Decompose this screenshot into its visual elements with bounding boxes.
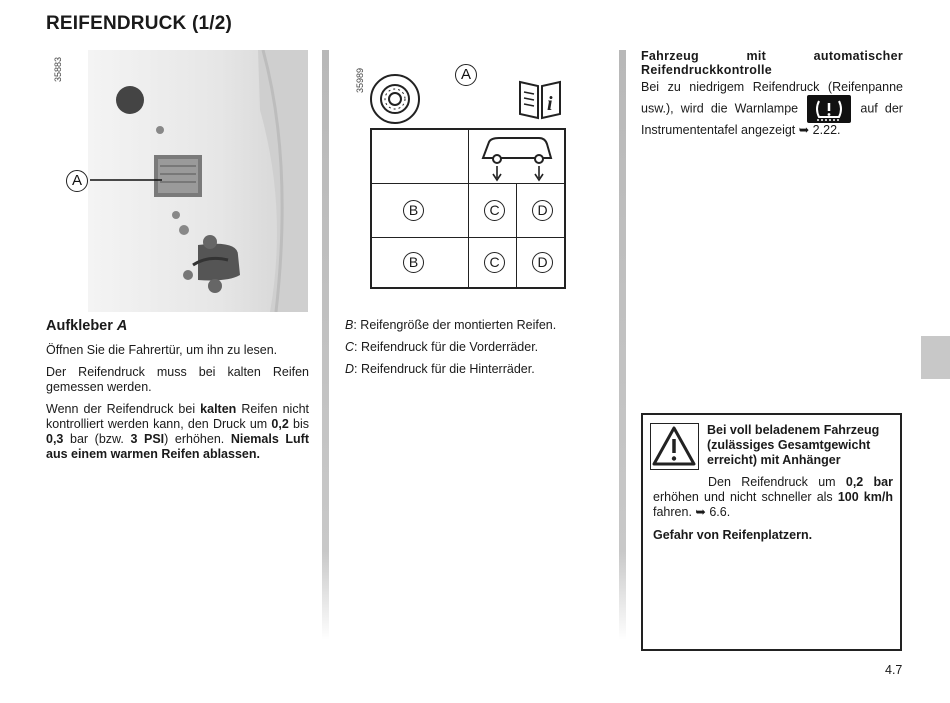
- svg-text:i: i: [547, 93, 553, 115]
- manual-book-icon: [516, 76, 564, 120]
- grid-cell-empty: [372, 130, 469, 184]
- column-divider-right: [619, 50, 626, 640]
- label-legend: [345, 318, 556, 384]
- callout-a-left: A: [66, 170, 88, 192]
- letter-d: D: [532, 252, 553, 273]
- grid-cell-b1: [372, 184, 469, 238]
- tpms-symbol-icon: [807, 95, 851, 123]
- figure-number-middle: 35989: [355, 67, 365, 93]
- heading-italic-letter: A: [116, 318, 128, 334]
- warning-body: Den Reifendruck um 0,2 bar erhöhen und nicht schneller als 100 km/h fahren. ➥ 6.6.: [653, 475, 893, 519]
- grid-cell-c2: [469, 238, 517, 289]
- grid-cell-c1: [469, 184, 517, 238]
- letter-b: B: [403, 252, 424, 273]
- grid-cell-d2: [517, 238, 566, 289]
- warning-icon: [650, 423, 699, 470]
- letter-c: C: [484, 252, 505, 273]
- tyre-icon: [368, 72, 422, 126]
- grid-cell-vehicle: [469, 130, 566, 184]
- tpms-text: Bei zu niedrigem Reifendruck (Reifenpanne usw.), wird die Warnlampe auf der Instrumententafel angezeigt ➥ 2.22.: [641, 80, 903, 137]
- legend-item-d: D: Reifendruck für die Hinterräder.: [345, 362, 535, 376]
- heading-prefix: Aufkleber: [46, 318, 117, 334]
- tyre-label-grid: [370, 128, 566, 289]
- tyre-pressure-warning-lamp-icon: [807, 95, 851, 123]
- vehicle-icon: [469, 130, 566, 184]
- letter-b: B: [403, 200, 424, 221]
- warning-box: [641, 413, 902, 651]
- grid-cell-d1: [517, 184, 566, 238]
- legend-item-c: C: Reifendruck für die Vorderräder.: [345, 340, 539, 354]
- legend-item-b: B: Reifengröße der montierten Reifen.: [345, 318, 557, 332]
- paragraph-cold-tyres: Der Reifendruck muss bei kalten Reifen gemessen werden.: [46, 365, 309, 394]
- paragraph-open-door: Öffnen Sie die Fahrertür, um ihn zu lesen.: [46, 343, 278, 357]
- chapter-tab: [921, 336, 950, 379]
- tpms-heading: Fahrzeug mit automatischer Reifendruckkontrolle: [641, 49, 903, 77]
- figure-number-left: 35883: [53, 56, 63, 82]
- column-divider-left: [322, 50, 329, 640]
- paragraph-pressure-adjust: Wenn der Reifendruck bei kalten Reifen nicht kontrolliert werden kann, den Druck um 0,2 bis 0,3 bar (bzw. 3 PSI) erhöhen. Niemals Luft aus einem warmen Reifen ablassen.: [46, 402, 310, 461]
- callout-leader-line: [80, 160, 170, 200]
- section-heading-sticker: [46, 318, 127, 334]
- left-body-text: [46, 343, 309, 469]
- callout-a-middle: A: [455, 64, 477, 86]
- warning-footer: Gefahr von Reifenplatzern.: [653, 528, 813, 542]
- warning-triangle-icon: [651, 424, 697, 468]
- letter-d: D: [532, 200, 553, 221]
- page-number: 4.7: [885, 663, 903, 677]
- letter-c: C: [484, 200, 505, 221]
- warning-title: Bei voll beladenem Fahrzeug (zulässiges Gesamtgewicht erreicht) mit Anhänger: [707, 423, 880, 467]
- page-title: REIFENDRUCK (1/2): [46, 13, 233, 34]
- grid-cell-b2: [372, 238, 469, 289]
